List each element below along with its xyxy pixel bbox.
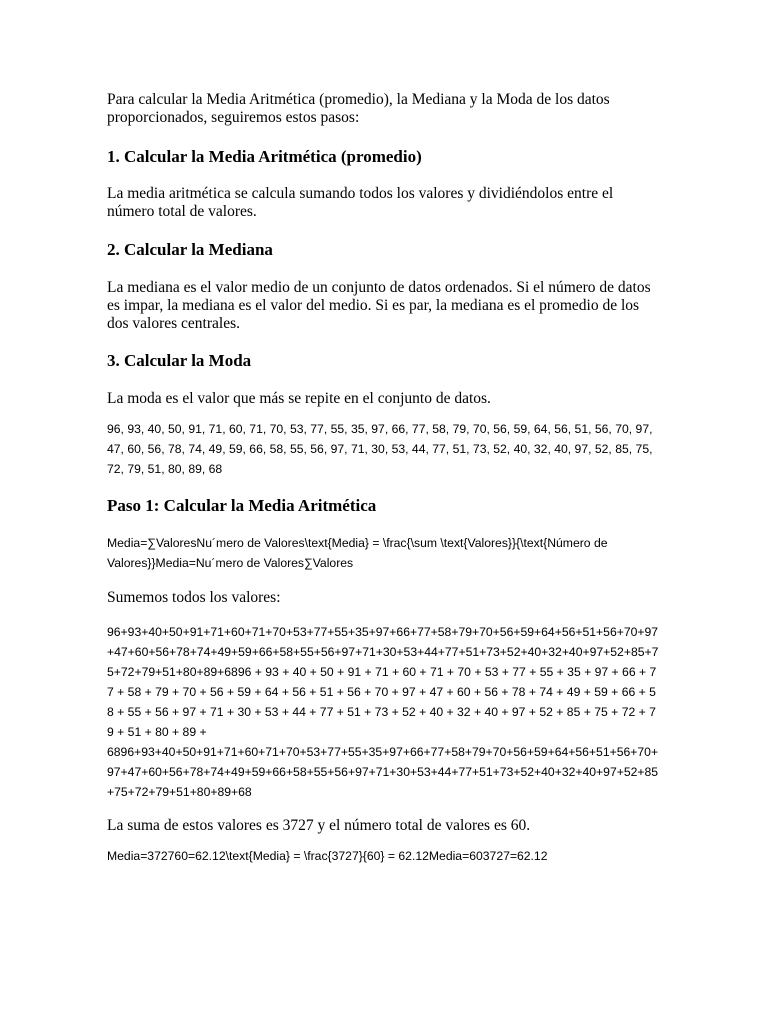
sum-result-text: La suma de estos valores es 3727 y el número total de valores es 60. bbox=[107, 817, 531, 834]
moda-description: La moda es el valor que más se repite en el conjunto de datos. bbox=[107, 390, 491, 407]
document-page bbox=[107, 91, 659, 866]
intro-paragraph: Para calcular la Media Aritmética (promedio), la Mediana y la Moda de los datos proporcionados, seguiremos estos pasos: bbox=[107, 91, 610, 126]
data-values-list: 96, 93, 40, 50, 91, 71, 60, 71, 70, 53, 77, 55, 35, 97, 66, 77, 58, 79, 70, 56, 59, 64, 56, 51, 56, 70, 97, 47, 60, 56, 78, 74, 49, 59, 66, 58, 55, 56, 97, 71, 30, 53, 44, 77, 51, 73, 52, 40, 32, 40, 97, 52, 85, 75, 72, 79, 51, 80, 89, 68 bbox=[107, 422, 653, 476]
heading-paso-1: Paso 1: Calcular la Media Aritmética bbox=[107, 496, 377, 515]
sum-intro-text: Sumemos todos los valores: bbox=[107, 589, 281, 606]
heading-mediana: 2. Calcular la Mediana bbox=[107, 240, 273, 259]
media-description: La media aritmética se calcula sumando todos los valores y dividiéndolos entre el número total de valores. bbox=[107, 185, 614, 220]
heading-media-aritmetica: 1. Calcular la Media Aritmética (promedio) bbox=[107, 147, 422, 166]
mediana-description: La mediana es el valor medio de un conjunto de datos ordenados. Si el número de datos es impar, la mediana es el valor del medio. Si es par, la mediana es el promedio de los dos valores centrales. bbox=[107, 279, 651, 332]
sum-expression-line: 6896+93+40+50+91+71+60+71+70+53+77+55+35+97+66+77+58+79+70+56+59+64+56+51+56+70+97+47+60+56+78+74+49+59+66+58+55+56+97+71+30+53+44+77+51+73+52+40+32+40+97+52+85+75+72+79+51+80+89+68 bbox=[107, 745, 659, 799]
sum-expression bbox=[107, 622, 659, 802]
sum-expression-line: 96+93+40+50+91+71+60+71+70+53+77+55+35+97+66+77+58+79+70+56+59+64+56+51+56+70+97+47+60+56+78+74+49+59+66+58+55+56+97+71+30+53+44+77+51+73+52+40+32+40+97+52+85+75+72+79+51+80+89+6896 + 93 + 40 + 50 + 91 + 71 + 60 + 71 + 70 + 53 + 77 + 55 + 35 + 97 + 66 + 77 + 58 + 79 + 70 + 56 + 59 + 64 + 56 + 51 + 56 + 70 + 97 + 47 + 60 + 56 + 78 + 74 + 49 + 59 + 66 + 58 + 55 + 56 + 97 + 71 + 30 + 53 + 44 + 77 + 51 + 73 + 52 + 40 + 32 + 40 + 97 + 52 + 85 + 75 + 72 + 79 + 51 + 80 + 89 + bbox=[107, 625, 659, 739]
media-formula: Media=∑ValoresNu´mero de Valores\text{Media} = \frac{\sum \text{Valores}}{\text{Número de Valores}}Media=Nu´mero de Valores∑Valores bbox=[107, 536, 608, 570]
media-result-formula: Media=372760=62.12\text{Media} = \frac{3727}{60} = 62.12Media=603727=62.12 bbox=[107, 849, 548, 863]
heading-moda: 3. Calcular la Moda bbox=[107, 351, 252, 370]
